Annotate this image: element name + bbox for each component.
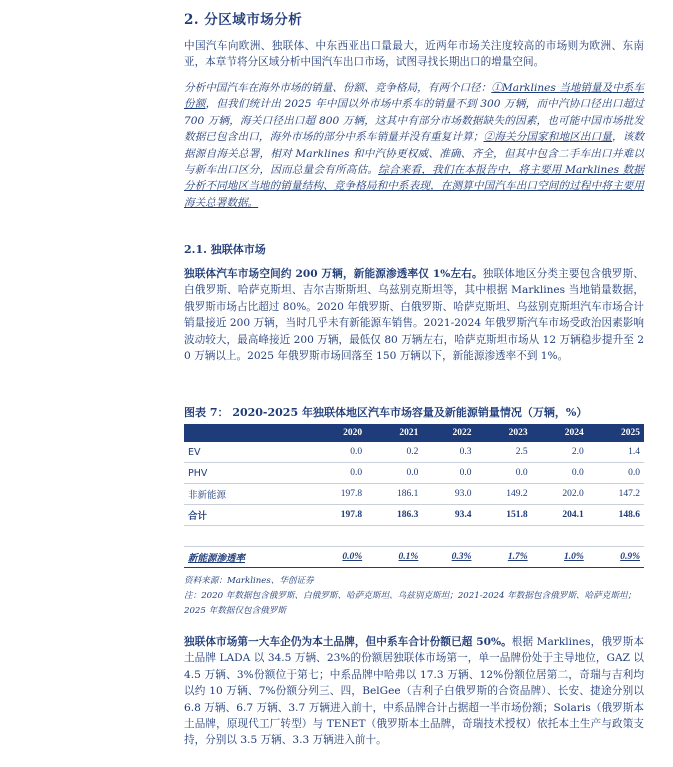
figure-title: 图表 7： 2020-2025 年独联体地区汽车市场容量及新能源销量情况（万辆，%）	[184, 406, 588, 419]
analysis-text-e: ，该数据源自海关总署，相对 Marklines 和中汽协更权威、准确、齐全，但其中包含二手车出口并难以与新车出口区分，因而总量会有所高估。	[184, 131, 645, 177]
cis-body: 独联体地区分类主要包含俄罗斯、白俄罗斯、哈萨克斯坦、吉尔吉斯斯坦、乌兹别克斯坦等，其中根据 Marklines 当地销量数据，俄罗斯市场占比超过 80%。2020 年俄罗斯、白俄罗斯、哈萨克斯坦、乌兹别克斯坦汽车市场合计销量接近 200 万辆，当时几乎未有新能源车销售。2021-2024 年俄罗斯汽车市场受政治因素影响波动较大，最高峰接近 200 万辆，最低仅 80 万辆左右，哈萨克斯坦市场从 12 万辆稳步提升至 20 万辆以上。2025 年俄罗斯市场回落至 150 万辆以下，新能源渗透率不到 1%。	[184, 268, 644, 363]
table-spacer-cell	[366, 526, 422, 547]
table-header-row	[184, 424, 644, 442]
table-col-header: 2024	[532, 424, 588, 442]
table-row	[184, 547, 644, 568]
table-cell: 0.0	[422, 463, 475, 484]
section-title: 2. 分区域市场分析	[184, 12, 303, 28]
table-col-header: 2021	[366, 424, 422, 442]
table-row	[184, 463, 644, 484]
brands-paragraph	[184, 634, 644, 749]
table-cell: 149.2	[475, 484, 531, 505]
table-cell: 1.7%	[475, 547, 531, 568]
table-spacer-cell	[475, 526, 531, 547]
analysis-source-1: ①Marklines 当地销量及中系车份额	[184, 82, 645, 111]
cis-paragraph	[184, 266, 644, 364]
table-cell: 0.3	[422, 442, 475, 463]
table-row	[184, 505, 644, 526]
analysis-paragraph	[184, 80, 644, 211]
table-cell: 0.0	[532, 463, 588, 484]
table-cell: 186.1	[366, 484, 422, 505]
table-spacer-cell	[588, 526, 644, 547]
cis-sales-table	[184, 424, 644, 568]
table-row-label: 新能源渗透率	[184, 547, 310, 568]
brands-body: 根据 Marklines，俄罗斯本土品牌 LADA 以 34.5 万辆、23%的份额居独联体市场第一，单一品牌份处于主导地位，GAZ 以 4.5 万辆、3%份额位于第七；中系品牌中哈弗以 17.3 万辆、12%份额位居第二，奇瑞与吉利均以约 10 万辆、7%份额分列三、四，BelGee（吉利子白俄罗斯的合资品牌）、长安、捷途分别以 6.8 万辆、6.7 万辆、3.7 万辆进入前十，中系品牌合计占据超一半市场份额；Solaris（俄罗斯本土品牌，原现代工厂转型）与 TENET（俄罗斯本土品牌，奇瑞技术授权）依托本土生产与政策支持，分别以 3.5 万辆、3.3 万辆进入前十。	[184, 636, 644, 747]
table-cell: 2.0	[532, 442, 588, 463]
table-cell: 0.0	[475, 463, 531, 484]
table-cell: 1.4	[588, 442, 644, 463]
table-cell: 202.0	[532, 484, 588, 505]
table-cell: 197.8	[310, 484, 366, 505]
table-cell: 0.9%	[588, 547, 644, 568]
analysis-text-a: 分析中国汽车在海外市场的销量、份额、竞争格局，有两个口径：	[184, 82, 492, 94]
table-cell: 0.3%	[422, 547, 475, 568]
table-cell: 1.0%	[532, 547, 588, 568]
table-row-label: PHV	[184, 463, 310, 484]
figure-note: 注：2020 年数据包含俄罗斯、白俄罗斯、哈萨克斯坦、乌兹别克斯坦；2021-2024 年数据包含俄罗斯、哈萨克斯坦；2025 年数据仅包含俄罗斯	[184, 591, 637, 616]
table-header-corner	[184, 424, 310, 442]
section-intro: 中国汽车向欧洲、独联体、中东西亚出口量最大，近两年市场关注度较高的市场则为欧洲、东南亚，本章节将分区域分析中国汽车出口市场，试图寻找长期出口的增量空间。	[184, 40, 644, 69]
table-cell: 204.1	[532, 505, 588, 526]
table-cell: 147.2	[588, 484, 644, 505]
table-cell: 93.0	[422, 484, 475, 505]
table-row	[184, 442, 644, 463]
table-row-label: 非新能源	[184, 484, 310, 505]
brands-lead: 独联体市场第一大车企仍为本土品牌，但中系车合计份额已超 50%。	[184, 636, 512, 648]
table-cell: 197.8	[310, 505, 366, 526]
table-col-header: 2023	[475, 424, 531, 442]
table-col-header: 2025	[588, 424, 644, 442]
table-cell: 0.0	[366, 463, 422, 484]
table-col-header: 2022	[422, 424, 475, 442]
table-spacer-cell	[310, 526, 366, 547]
analysis-conclusion: 综合来看，我们在本报告中，将主要用 Marklines 数据分析不同地区当地的销量结构、竞争格局和中系表现，在测算中国汽车出口空间的过程中将主要用海关总署数据。	[184, 164, 645, 209]
table-cell: 0.0%	[310, 547, 366, 568]
table-spacer-cell	[532, 526, 588, 547]
table-cell: 0.2	[366, 442, 422, 463]
table-spacer-row	[184, 526, 644, 547]
table-spacer-cell	[184, 526, 310, 547]
cis-lead: 独联体汽车市场空间约 200 万辆，新能源渗透率仅 1%左右。	[184, 268, 483, 280]
figure-source: 资料来源：Marklines、华创证券	[184, 576, 314, 586]
table-cell: 0.0	[310, 463, 366, 484]
table-cell: 148.6	[588, 505, 644, 526]
table-cell: 151.8	[475, 505, 531, 526]
table-cell: 2.5	[475, 442, 531, 463]
table-cell: 93.4	[422, 505, 475, 526]
table-row	[184, 484, 644, 505]
table-cell: 186.3	[366, 505, 422, 526]
table-col-header: 2020	[310, 424, 366, 442]
analysis-text-c: ，但我们统计出 2025 年中国以外市场中系车的销量不到 300 万辆，而中汽协口径出口超过 700 万辆，海关口径出口超 800 万辆，这其中有部分市场数据缺失的因素，也可能中国市场批发数据已包含出口，海外市场的部分中系车销量并没有重复计算；	[184, 98, 644, 144]
table-cell: 0.0	[588, 463, 644, 484]
table-cell: 0.1%	[366, 547, 422, 568]
table-spacer-cell	[422, 526, 475, 547]
analysis-source-2: ②海关分国家和地区出口量	[483, 131, 613, 144]
cis-heading: 2.1. 独联体市场	[184, 243, 266, 256]
table-cell: 0.0	[310, 442, 366, 463]
table-row-label: 合计	[184, 505, 310, 526]
table-row-label: EV	[184, 442, 310, 463]
